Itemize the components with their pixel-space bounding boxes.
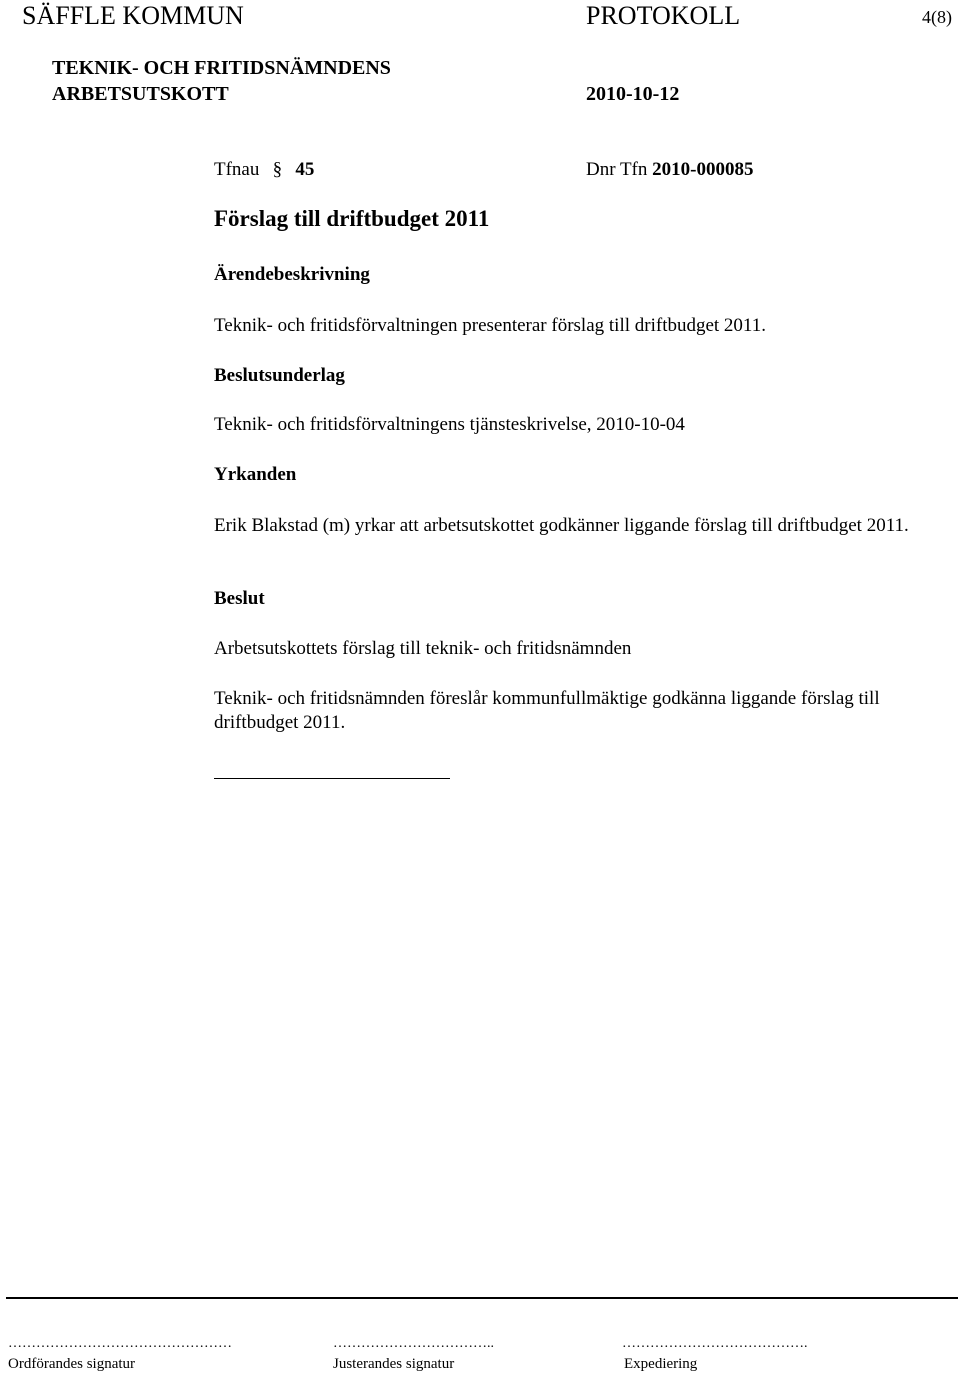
case-number: 45 [295, 159, 315, 180]
heading-arendebeskrivning: Ärendebeskrivning [214, 264, 370, 285]
organization-name: SÄFFLE KOMMUN [22, 1, 244, 30]
signature-line-adjuster: …………………………….. [333, 1336, 494, 1351]
registration-number [586, 158, 753, 182]
heading-beslut: Beslut [214, 588, 265, 609]
text-beslutsunderlag: Teknik- och fritidsförvaltningens tjänsteskrivelse, 2010-10-04 [214, 414, 685, 435]
text-arendebeskrivning: Teknik- och fritidsförvaltningen presenterar förslag till driftbudget 2011. [214, 315, 766, 336]
signature-line-dispatch: …………………………………. [622, 1336, 808, 1351]
heading-beslutsunderlag: Beslutsunderlag [214, 365, 345, 386]
text-beslut-decision: Teknik- och fritidsnämnden föreslår kommunfullmäktige godkänna liggande förslag till driftbudget 2011. [214, 688, 880, 733]
dnr-label: Dnr Tfn [586, 159, 648, 180]
dnr-value: 2010-000085 [652, 159, 754, 180]
signature-label-dispatch: Expediering [624, 1356, 698, 1372]
footer-divider [6, 1297, 958, 1299]
case-paragraph [214, 158, 314, 182]
text-beslut-intro: Arbetsutskottets förslag till teknik- och fritidsnämnden [214, 638, 632, 659]
case-title: Förslag till driftbudget 2011 [214, 206, 490, 231]
heading-yrkanden: Yrkanden [214, 464, 297, 485]
meeting-date: 2010-10-12 [586, 83, 680, 105]
page-number: 4(8) [922, 7, 952, 27]
document-type: PROTOKOLL [586, 1, 741, 30]
text-yrkanden: Erik Blakstad (m) yrkar att arbetsutskottet godkänner liggande förslag till driftbudget 2011. [214, 515, 909, 536]
committee-name-line1: TEKNIK- OCH FRITIDSNÄMNDENS [52, 57, 391, 79]
signature-line-chair: ………………………………………… [8, 1336, 232, 1351]
committee-name-line2: ARBETSUTSKOTT [52, 83, 229, 105]
case-prefix: Tfnau [214, 159, 260, 180]
signature-label-adjuster: Justerandes signatur [333, 1356, 455, 1372]
signature-label-chair: Ordförandes signatur [8, 1356, 136, 1372]
paragraph-sign: § [272, 159, 283, 180]
section-end-rule [214, 778, 450, 779]
